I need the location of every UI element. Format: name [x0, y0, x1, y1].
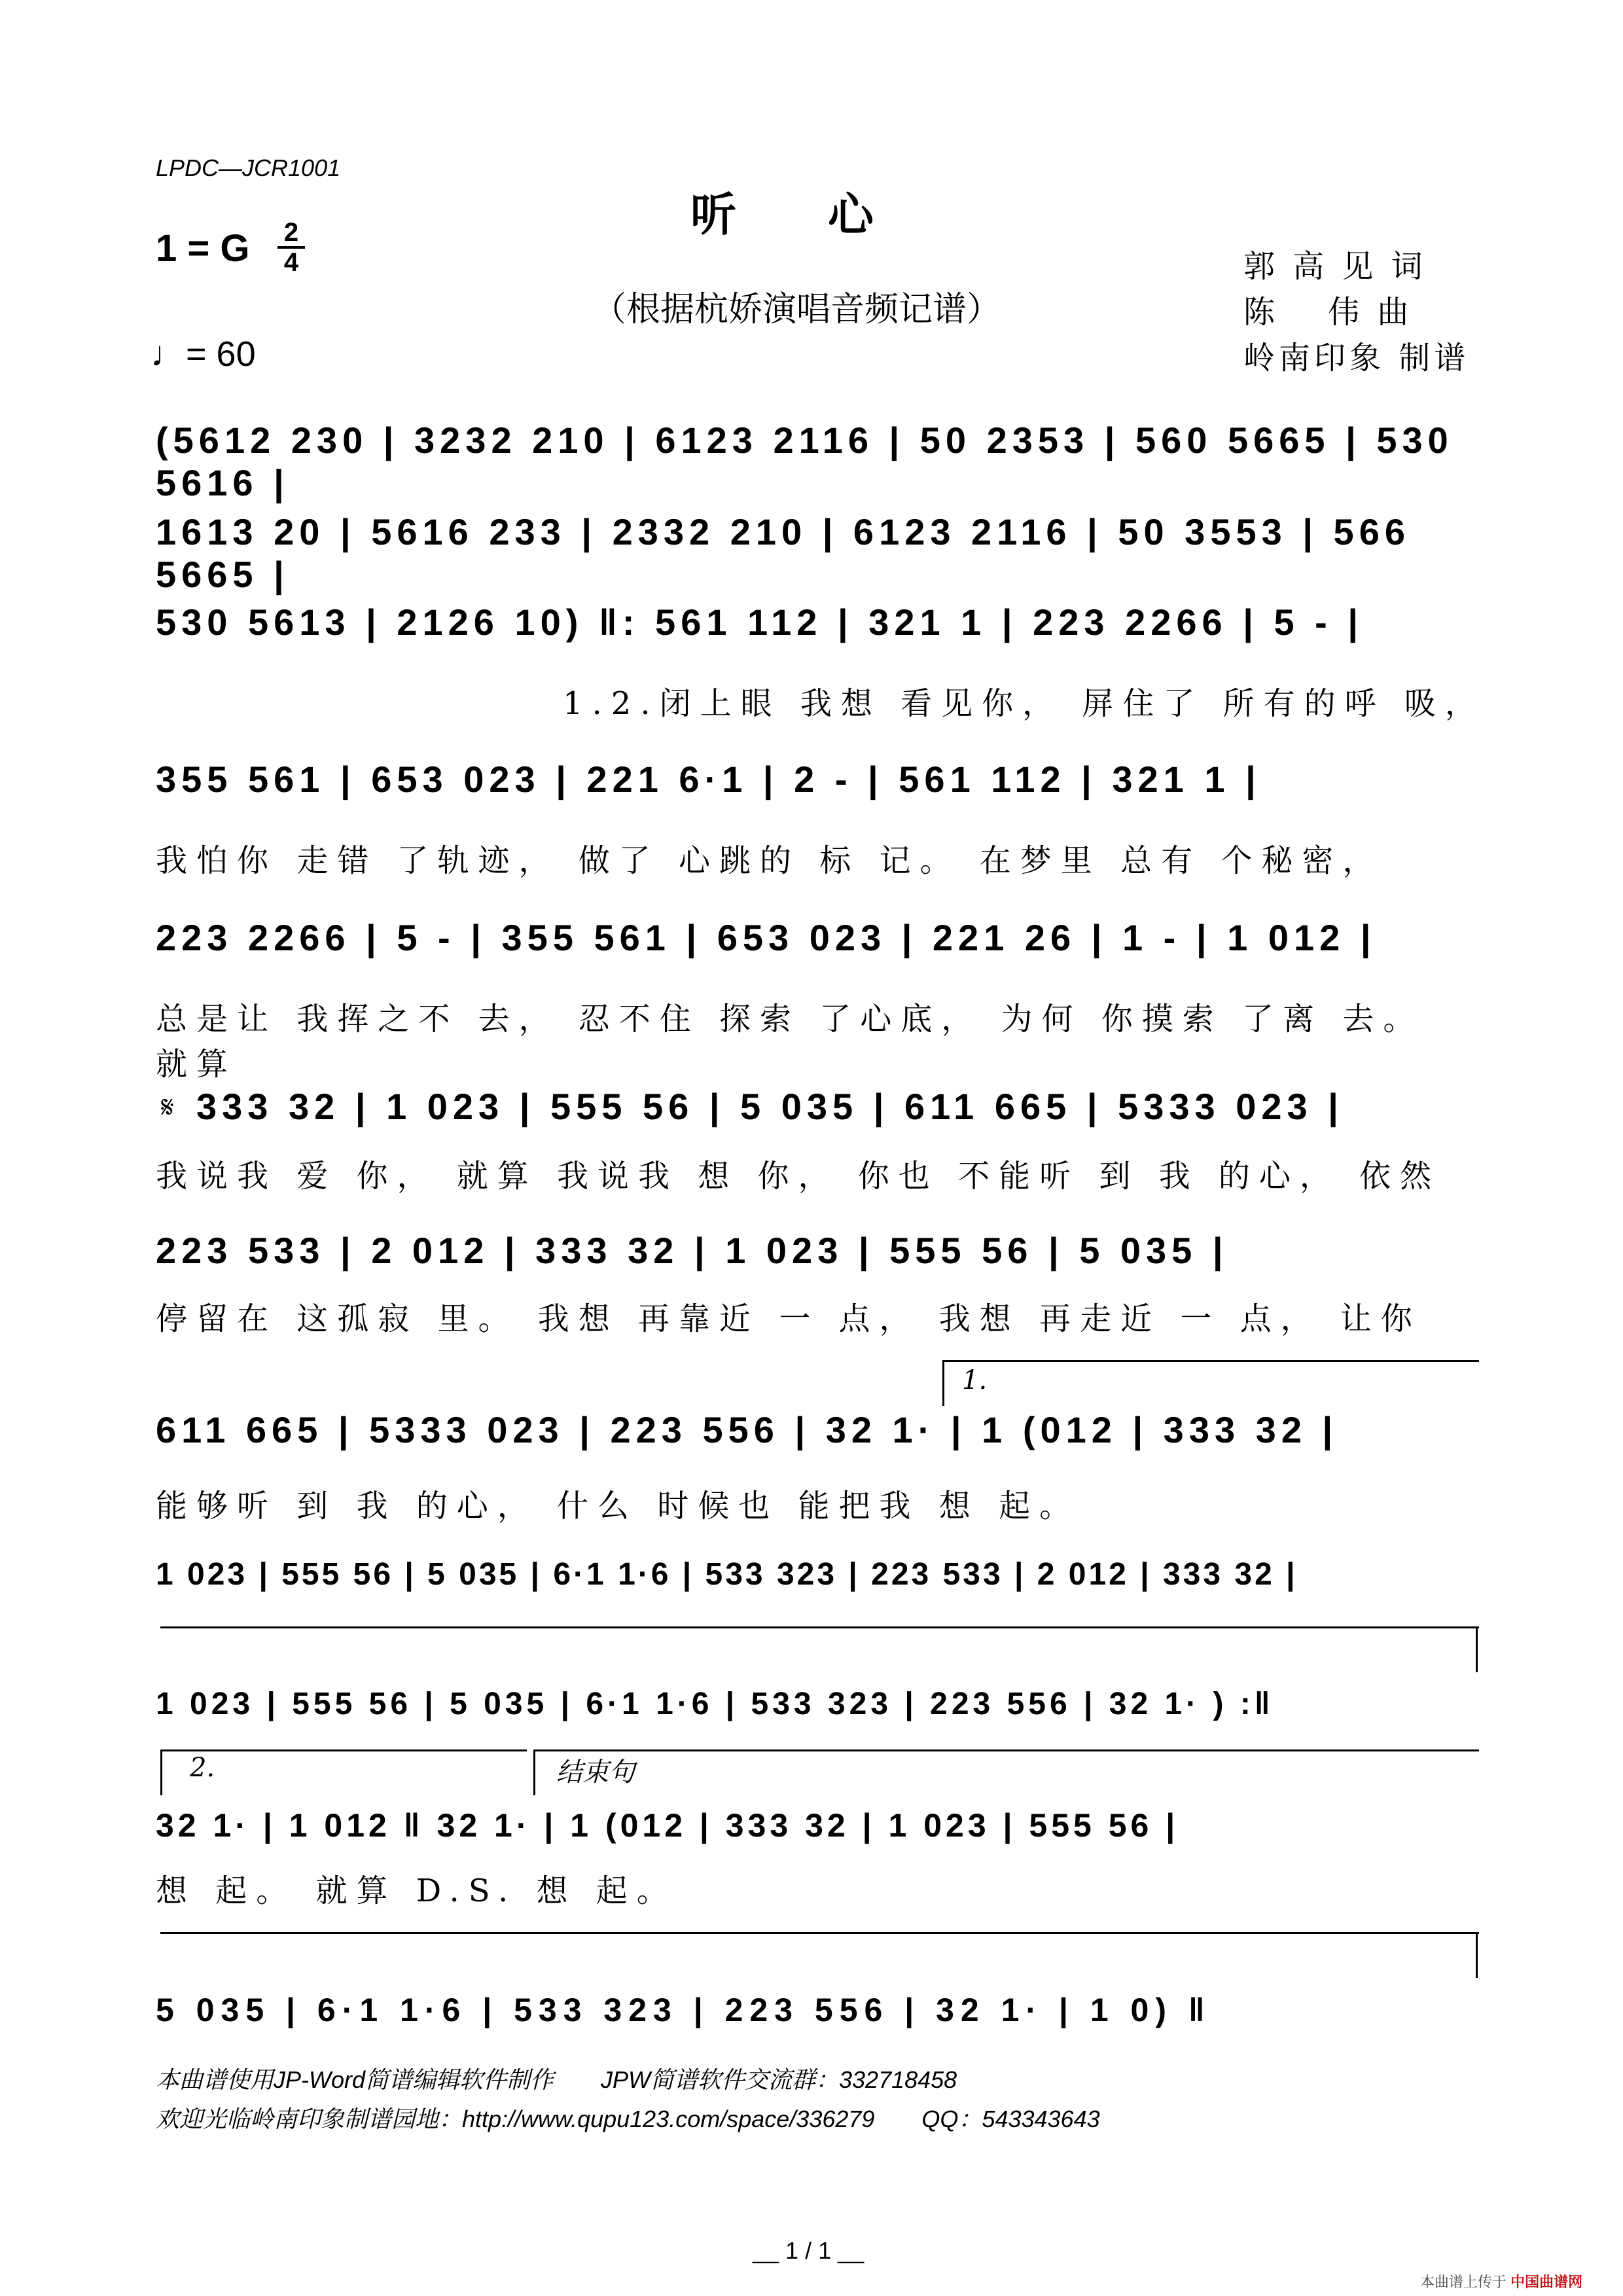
volta-bracket-1-edge: [942, 1360, 944, 1406]
volta-line-continue: [160, 1626, 1479, 1628]
lyric-line-3: 1.2.闭上眼 我想 看见你， 屏住了 所有的呼 吸，: [563, 685, 1486, 722]
volta-bracket-1: [942, 1360, 1479, 1362]
staff-line-2: 1613 20 | 5616 233 | 2332 210 | 6123 2116 | 50 3553 | 566 5665 |: [156, 511, 1410, 595]
lyric-line-7: 停留在 这孤寂 里。 我想 再靠近 一 点， 我想 再走近 一 点， 让你: [156, 1300, 1421, 1337]
tempo-marking: ♩= 60: [151, 334, 256, 374]
staff-line-11: 32 1· | 1 012 ‖ 32 1· | 1 (012 | 333 32 | 1 023 | 555 56 |: [156, 1807, 1179, 1844]
lyric-line-8: 能够听 到 我 的心， 什么 时候也 能把我 想 起。: [156, 1488, 1080, 1524]
score-code: LPDC—JCR1001: [156, 154, 341, 181]
ending-label: 结束句: [556, 1757, 635, 1787]
staff-line-1: (5612 230 | 3232 210 | 6123 2116 | 50 2353 | 560 5665 | 530 5616 |: [156, 420, 1454, 503]
staff-line-8: 611 665 | 5333 023 | 223 556 | 32 1· | 1 (012 | 333 32 |: [156, 1409, 1338, 1450]
ending-bracket-edge: [533, 1749, 535, 1795]
lyric-line-5: 总是让 我挥之不 去， 忍不住 探索 了心底， 为何 你摸索 了离 去。 就算: [156, 1001, 1424, 1083]
volta-bracket-2: [160, 1749, 527, 1751]
lyric-line-4: 我怕你 走错 了轨迹， 做了 心跳的 标 记。 在梦里 总有 个秘密，: [156, 842, 1383, 879]
staff-line-7: 223 533 | 2 012 | 333 32 | 1 023 | 555 56 | 5 035 |: [156, 1230, 1228, 1271]
site-watermark: [1420, 2271, 1582, 2291]
key-signature: 1 = G: [156, 227, 250, 270]
staff-line-3: 530 5613 | 2126 10) ‖: 561 112 | 321 1 | 223 2266 | 5 - |: [156, 601, 1364, 643]
credit-lyricist: 郭 高 见 词: [1243, 248, 1427, 285]
volta-2-label: 2.: [190, 1753, 215, 1783]
staff-line-9: 1 023 | 555 56 | 5 035 | 6·1 1·6 | 533 323 | 223 533 | 2 012 | 333 32 |: [156, 1557, 1298, 1592]
time-signature: [275, 220, 308, 275]
staff-line-6: 333 32 | 1 023 | 555 56 | 5 035 | 611 665 | 5333 023 |: [196, 1086, 1344, 1127]
staff-line-12: 5 035 | 6·1 1·6 | 533 323 | 223 556 | 32 1· | 1 0) ‖: [156, 1992, 1211, 2028]
site-name: 中国曲谱网: [1510, 2274, 1583, 2290]
footer-line-2: 欢迎光临岭南印象制谱园地：http://www.qupu123.com/space/336279 QQ：543343643: [156, 2106, 1100, 2132]
volta-1-label: 1.: [962, 1365, 988, 1395]
lyric-line-6: 我说我 爱 你， 就算 我说我 想 你， 你也 不能听 到 我 的心， 依然: [156, 1158, 1441, 1194]
credit-arranger: 岭南印象 制谱: [1243, 340, 1470, 376]
lyric-line-11: 想 起。 就算 D.S. 想 起。: [156, 1873, 677, 1909]
staff-line-5: 223 2266 | 5 - | 355 561 | 653 023 | 221 26 | 1 - | 1 012 |: [156, 917, 1376, 958]
ending-line-continue: [160, 1932, 1479, 1934]
segno-sign: 𝄋: [161, 1089, 174, 1124]
upload-note: 本曲谱上传于: [1420, 2274, 1507, 2290]
volta-bracket-2-edge: [160, 1749, 162, 1795]
staff-line-10: 1 023 | 555 56 | 5 035 | 6·1 1·6 | 533 323 | 223 556 | 32 1· ) :‖: [156, 1687, 1274, 1721]
ending-bracket: [533, 1749, 1479, 1751]
page-number: __ 1 / 1 __: [753, 2237, 865, 2264]
song-subtitle: （根据杭娇演唱音频记谱）: [592, 290, 1001, 329]
staff-line-4: 355 561 | 653 023 | 221 6·1 | 2 - | 561 112 | 321 1 |: [156, 759, 1261, 800]
time-top: 2: [283, 218, 299, 247]
credit-composer: 陈 伟 曲: [1243, 294, 1413, 331]
song-title: 听心: [690, 187, 965, 242]
footer-line-1: 本曲谱使用JP-Word简谱编辑软件制作 JPW简谱软件交流群：332718458: [156, 2066, 957, 2093]
volta-line-continue-edge: [1476, 1626, 1478, 1672]
ending-line-continue-edge: [1476, 1932, 1478, 1978]
time-bottom: 4: [283, 248, 299, 277]
